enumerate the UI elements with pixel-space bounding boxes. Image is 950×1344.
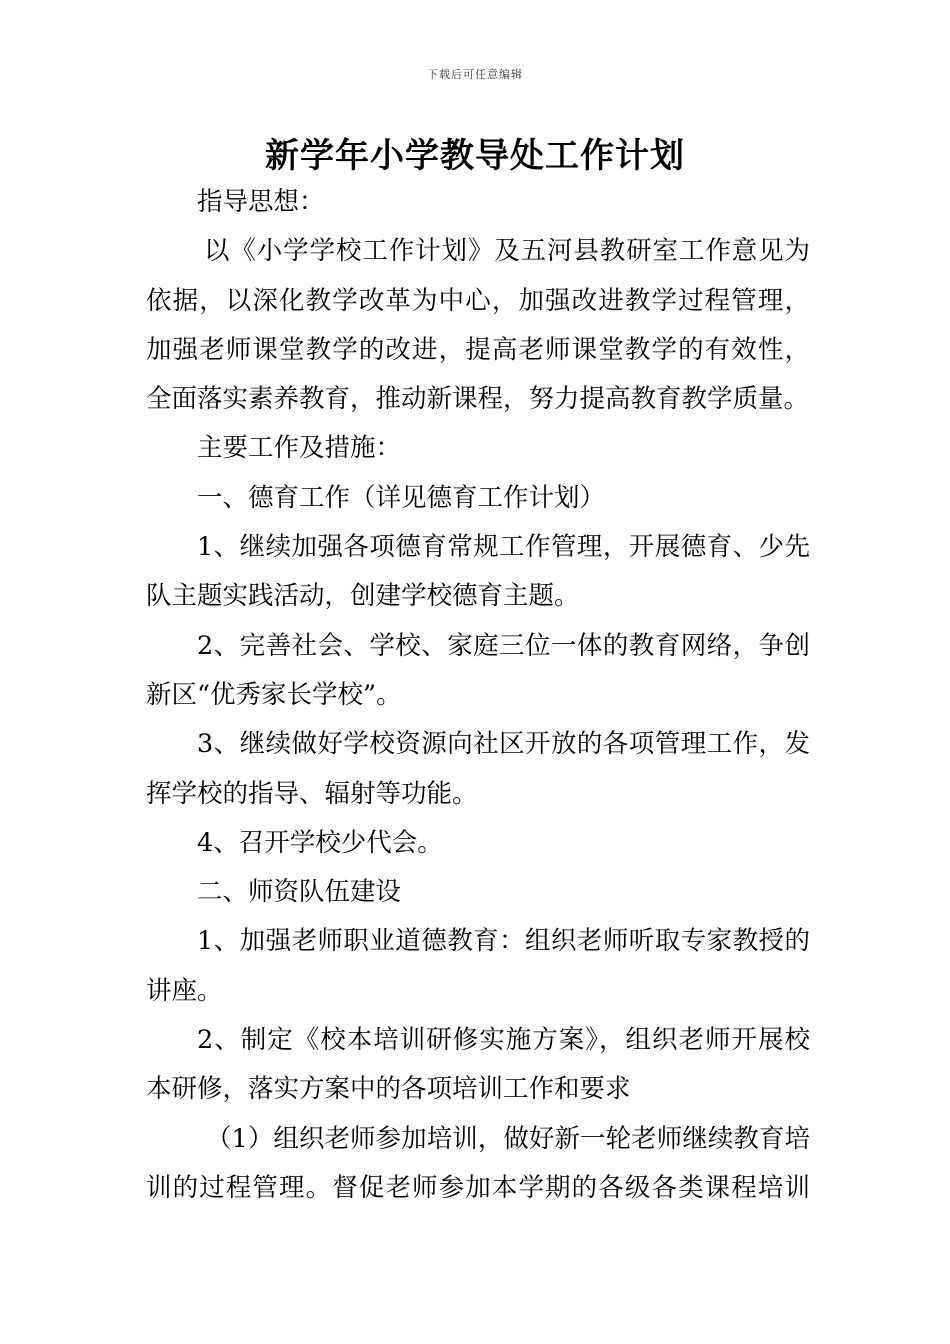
paragraph-line: 加强老师课堂教学的改进，提高老师课堂教学的有效性， [146, 334, 810, 365]
list-item-line: 讲座。 [146, 975, 223, 1006]
list-item-line: 1、继续加强各项德育常规工作管理，开展德育、少先 [197, 532, 810, 563]
sub-item-line: （1）组织老师参加培训，做好新一轮老师继续教育培 [206, 1123, 810, 1154]
list-item-line: 1、加强老师职业道德教育：组织老师听取专家教授的 [197, 926, 810, 957]
list-item-line: 新区“优秀家长学校”。 [146, 679, 402, 710]
list-item-line: 3、继续做好学校资源向社区开放的各项管理工作，发 [197, 729, 810, 760]
section-heading-moral-education: 一、德育工作（详见德育工作计划） [197, 482, 606, 513]
paragraph-line: 以《小学学校工作计划》及五河县教研室工作意见为 [204, 236, 810, 267]
sub-item-line: 训的过程管理。督促老师参加本学期的各级各类课程培训 [146, 1172, 810, 1203]
paragraph-line: 依据，以深化教学改革为中心，加强改进教学过程管理， [146, 285, 810, 316]
list-item-line: 4、召开学校少代会。 [197, 827, 443, 858]
list-item-line: 2、完善社会、学校、家庭三位一体的教育网络，争创 [197, 630, 810, 661]
paragraph-line: 全面落实素养教育，推动新课程，努力提高教育教学质量。 [146, 384, 810, 415]
list-item-line: 本研修，落实方案中的各项培训工作和要求 [146, 1074, 631, 1105]
header-note: 下载后可任意编辑 [427, 68, 523, 81]
list-item-line: 挥学校的指导、辐射等功能。 [146, 778, 478, 809]
list-item-line: 队主题实践活动，创建学校德育主题。 [146, 581, 580, 612]
document-body [146, 178, 810, 1213]
section-heading-teacher-team: 二、师资队伍建设 [197, 877, 402, 908]
section-heading-main-work: 主要工作及措施： [197, 433, 402, 464]
document-title: 新学年小学教导处工作计划 [265, 136, 685, 176]
list-item-line: 2、制定《校本培训研修实施方案》，组织老师开展校 [197, 1025, 810, 1056]
section-heading-guiding-thought: 指导思想： [197, 187, 325, 217]
